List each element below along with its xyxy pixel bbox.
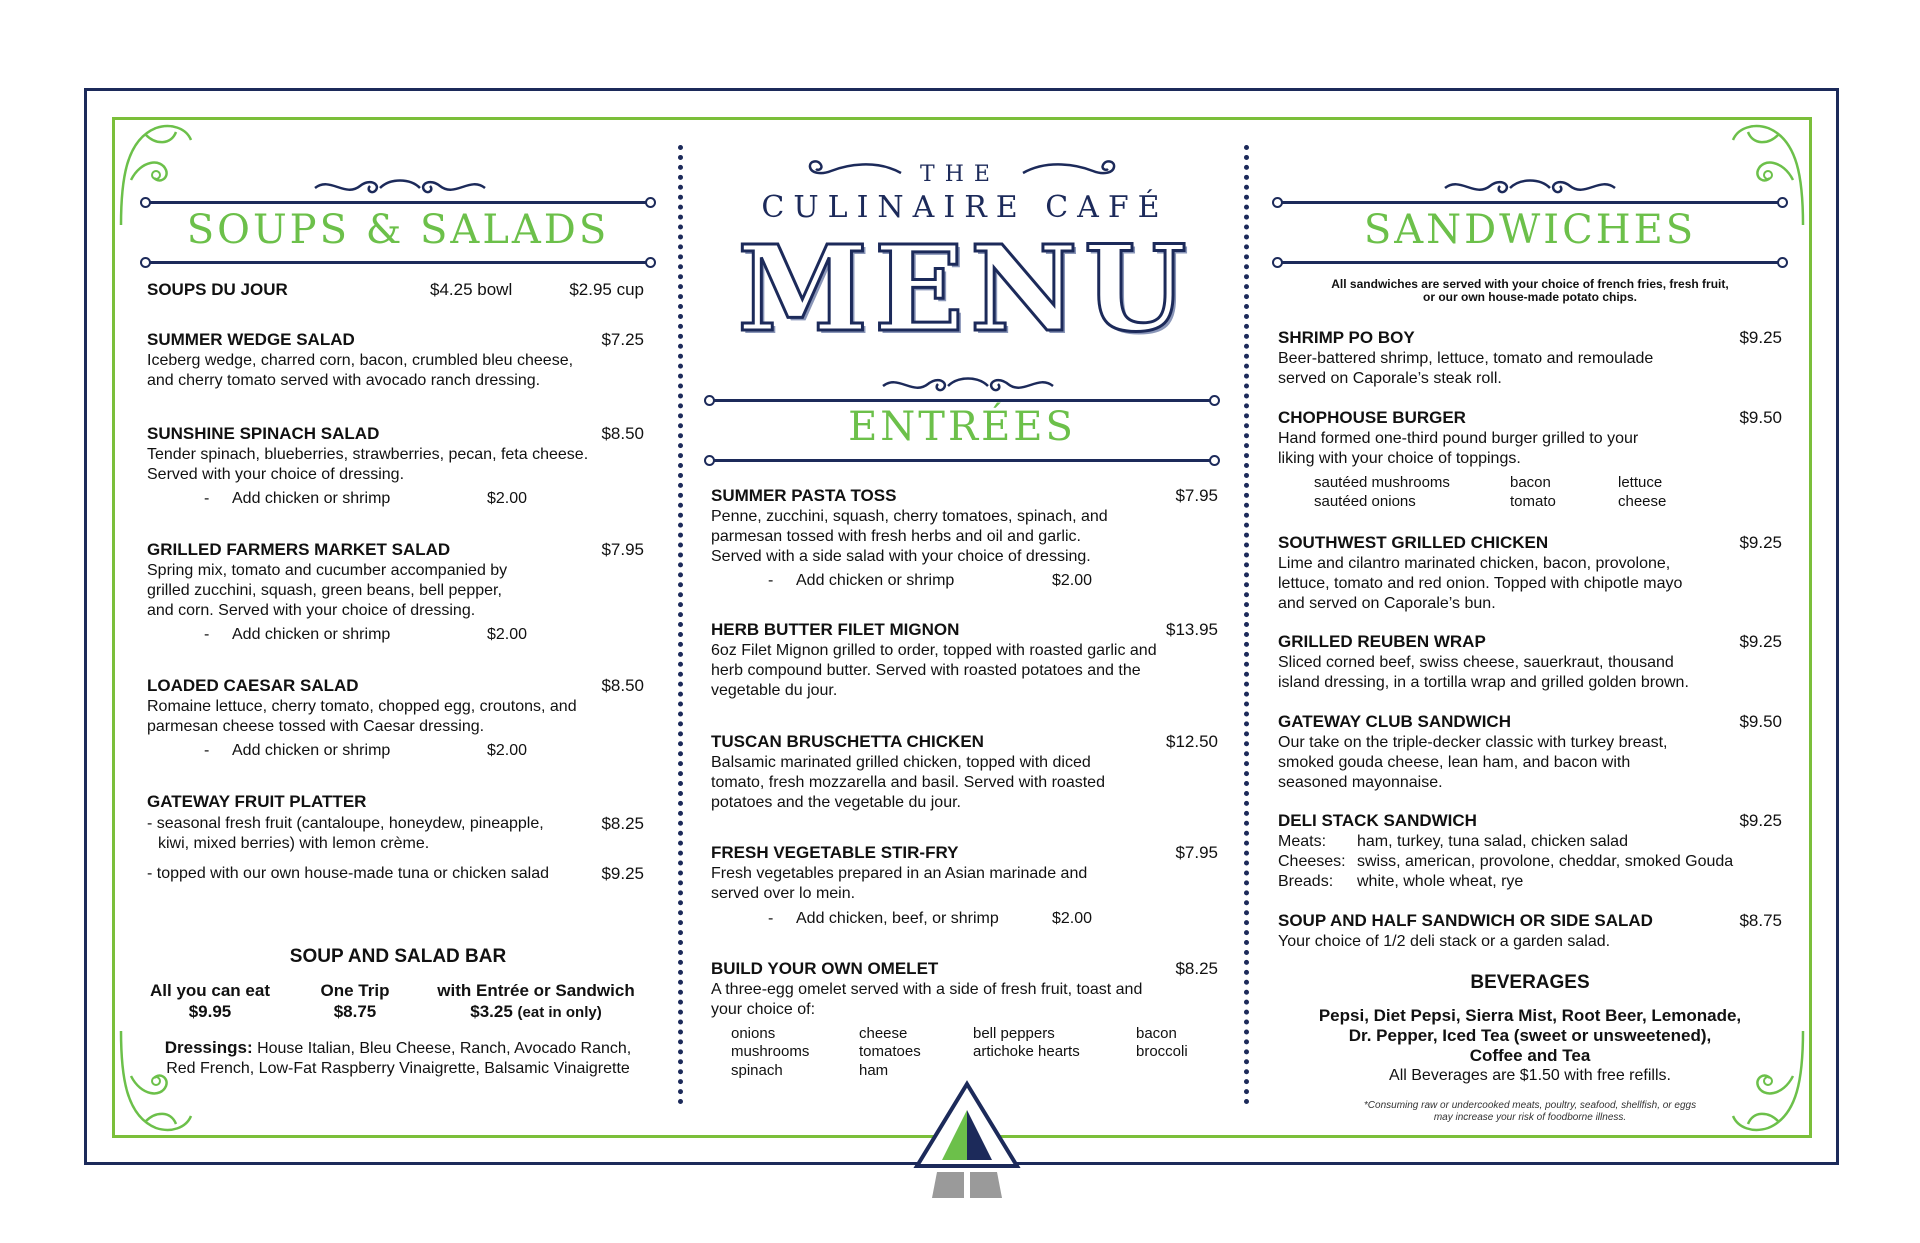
menu-item-loaded-caesar-salad: LOADED CAESAR SALAD $8.50 Romaine lettuce, cherry tomato, chopped egg, croutons, and parmesan cheese tossed with Caesar dressing.: [147, 676, 644, 735]
addon-line: - Add chicken or shrimp $2.00: [204, 490, 528, 507]
omelet-option: tomatoes: [859, 1043, 921, 1060]
addon-line: - Add chicken or shrimp $2.00: [768, 572, 1093, 589]
menu-title: MENU: [737, 219, 1193, 358]
omelet-option: onions: [731, 1025, 776, 1042]
omelet-option: cheese: [859, 1025, 908, 1042]
soup-cup-price: $2.95 cup: [569, 280, 644, 299]
title-rule: [1278, 201, 1782, 204]
salad-bar-title: SOUP AND SALAD BAR: [289, 946, 507, 967]
fruit-platter-option: - topped with our own house-made tuna or chicken salad $9.25: [147, 864, 644, 883]
deli-options: Meats: ham, turkey, tuna salad, chicken salad Cheeses: swiss, american, provolone, cheddar, smoked Gouda Breads: white, whole wheat, rye: [1278, 833, 1734, 890]
omelet-option: artichoke hearts: [973, 1043, 1080, 1060]
sandwich-intro: All sandwiches are served with your choice of french fries, fresh fruit, or our own house-made potato chips.: [1331, 277, 1729, 304]
title-rule: [146, 261, 650, 264]
burger-topping: cheese: [1618, 493, 1667, 510]
menu-item-shrimp-po-boy: SHRIMP PO BOY $9.25 Beer-battered shrimp, lettuce, tomato and remoulade served on Caporale’s steak roll.: [1278, 328, 1782, 387]
food-safety-disclaimer: *Consuming raw or undercooked meats, poultry, seafood, shellfish, or eggs may increase your risk of foodborne illness.: [1363, 1100, 1697, 1123]
dressings-list: Dressings: House Italian, Bleu Cheese, Ranch, Avocado Ranch, Red French, Low-Fat Raspberry Vinaigrette, Balsamic Vinaigrette: [164, 1038, 632, 1077]
scroll-ornament-icon: [1018, 155, 1128, 185]
scroll-ornament-icon: [878, 372, 1058, 398]
burger-topping: sautéed onions: [1314, 493, 1416, 510]
menu-item-summer-pasta-toss: SUMMER PASTA TOSS $7.95 Penne, zucchini, squash, cherry tomatoes, spinach, and parmesan tossed with fresh herbs and oil and garlic. Served with a side salad with your choice of dressing.: [711, 486, 1218, 565]
menu-item-southwest-grilled-chicken: SOUTHWEST GRILLED CHICKEN $9.25 Lime and cilantro marinated chicken, bacon, provolone, lettuce, tomato and red onion. Topped with chipotle mayo and served on Caporale’s bun.: [1278, 533, 1782, 612]
menu-item-sunshine-spinach-salad: SUNSHINE SPINACH SALAD $8.50 Tender spinach, blueberries, strawberries, pecan, feta cheese. Served with your choice of dressing.: [147, 424, 644, 483]
salad-bar-option: All you can eat $9.95: [150, 981, 270, 1021]
menu-item-summer-wedge-salad: SUMMER WEDGE SALAD $7.25 Iceberg wedge, charred corn, bacon, crumbled bleu cheese, and cherry tomato served with avocado ranch dressing.: [147, 330, 644, 389]
header-the: THE: [920, 162, 1000, 187]
addon-line: - Add chicken or shrimp $2.00: [204, 626, 528, 643]
scroll-ornament-icon: [310, 174, 490, 200]
section-title-entrees: ENTRÉES: [848, 404, 1076, 450]
addon-line: - Add chicken, beef, or shrimp $2.00: [768, 910, 1093, 927]
omelet-options: [731, 1025, 1211, 1085]
cafe-name: CULINAIRE CAFÉ: [761, 190, 1169, 225]
omelet-option: bacon: [1136, 1025, 1177, 1042]
burger-toppings: [1314, 474, 1714, 514]
menu-item-gateway-fruit-platter: GATEWAY FRUIT PLATTER: [147, 792, 367, 811]
section-title-sandwiches: SANDWICHES: [1363, 207, 1697, 253]
omelet-option: mushrooms: [731, 1043, 810, 1060]
burger-topping: tomato: [1510, 493, 1556, 510]
omelet-option: broccoli: [1136, 1043, 1188, 1060]
scroll-ornament-icon: [1440, 174, 1620, 200]
omelet-option: bell peppers: [973, 1025, 1055, 1042]
title-rule: [710, 399, 1214, 402]
column-divider: [678, 145, 683, 1105]
beverages-list: Pepsi, Diet Pepsi, Sierra Mist, Root Beer, Lemonade, Dr. Pepper, Iced Tea (sweet or unsweetened), Coffee and Tea All Beverages are $1.50 with free refills.: [1318, 1006, 1742, 1084]
fruit-platter-option: - seasonal fresh fruit (cantaloupe, honeydew, pineapple, kiwi, mixed berries) with lemon crème. $8.25: [147, 814, 644, 852]
menu-item-grilled-farmers-market-salad: GRILLED FARMERS MARKET SALAD $7.95 Spring mix, tomato and cucumber accompanied by grilled zucchini, squash, green beans, bell pepper, and corn. Served with your choice of dressing.: [147, 540, 644, 619]
gateway-logo-icon: [912, 1080, 1022, 1200]
title-rule: [710, 459, 1214, 462]
menu-item-gateway-club-sandwich: GATEWAY CLUB SANDWICH $9.50 Our take on the triple-decker classic with turkey breast, smoked gouda cheese, lean ham, and bacon with seasoned mayonnaise.: [1278, 712, 1782, 791]
burger-topping: lettuce: [1618, 474, 1663, 491]
section-title-soups-salads: SOUPS & SALADS: [186, 207, 610, 253]
menu-item-soups-du-jour: SOUPS DU JOUR $4.25 bowl $2.95 cup: [147, 280, 644, 299]
soup-bowl-price: $4.25 bowl: [430, 280, 513, 299]
salad-bar-option: One Trip $8.75: [320, 981, 390, 1021]
salad-bar-option: with Entrée or Sandwich $3.25 (eat in only): [437, 981, 635, 1021]
menu-item-grilled-reuben-wrap: GRILLED REUBEN WRAP $9.25 Sliced corned beef, swiss cheese, sauerkraut, thousand island dressing, in a tortilla wrap and grilled golden brown.: [1278, 632, 1782, 691]
omelet-option: spinach: [731, 1062, 783, 1079]
menu-item-deli-stack-sandwich: DELI STACK SANDWICH $9.25: [1278, 811, 1782, 830]
menu-item-tuscan-bruschetta-chicken: TUSCAN BRUSCHETTA CHICKEN $12.50 Balsamic marinated grilled chicken, topped with diced tomato, fresh mozzarella and basil. Served with roasted potatoes and the vegetable du jour.: [711, 732, 1218, 811]
menu-item-soup-and-half-sandwich: SOUP AND HALF SANDWICH OR SIDE SALAD $8.75 Your choice of 1/2 deli stack or a garden salad.: [1278, 911, 1782, 950]
burger-topping: sautéed mushrooms: [1314, 474, 1450, 491]
omelet-option: ham: [859, 1062, 889, 1079]
menu-item-chophouse-burger: CHOPHOUSE BURGER $9.50 Hand formed one-third pound burger grilled to your liking with your choice of toppings.: [1278, 408, 1782, 467]
menu-item-herb-butter-filet-mignon: HERB BUTTER FILET MIGNON $13.95 6oz Filet Mignon grilled to order, topped with roasted garlic and herb compound butter. Served with roasted potatoes and the vegetable du jour.: [711, 620, 1218, 699]
menu-item-fresh-vegetable-stir-fry: FRESH VEGETABLE STIR-FRY $7.95 Fresh vegetables prepared in an Asian marinade and served over lo mein.: [711, 843, 1218, 902]
column-divider: [1244, 145, 1249, 1105]
menu-item-build-your-own-omelet: BUILD YOUR OWN OMELET $8.25 A three-egg omelet served with a side of fresh fruit, toast and your choice of:: [711, 959, 1218, 1018]
title-rule: [146, 201, 650, 204]
scroll-ornament-icon: [796, 155, 906, 185]
title-rule: [1278, 261, 1782, 264]
burger-topping: bacon: [1510, 474, 1551, 491]
addon-line: - Add chicken or shrimp $2.00: [204, 742, 528, 759]
beverages-title: BEVERAGES: [1470, 972, 1590, 993]
